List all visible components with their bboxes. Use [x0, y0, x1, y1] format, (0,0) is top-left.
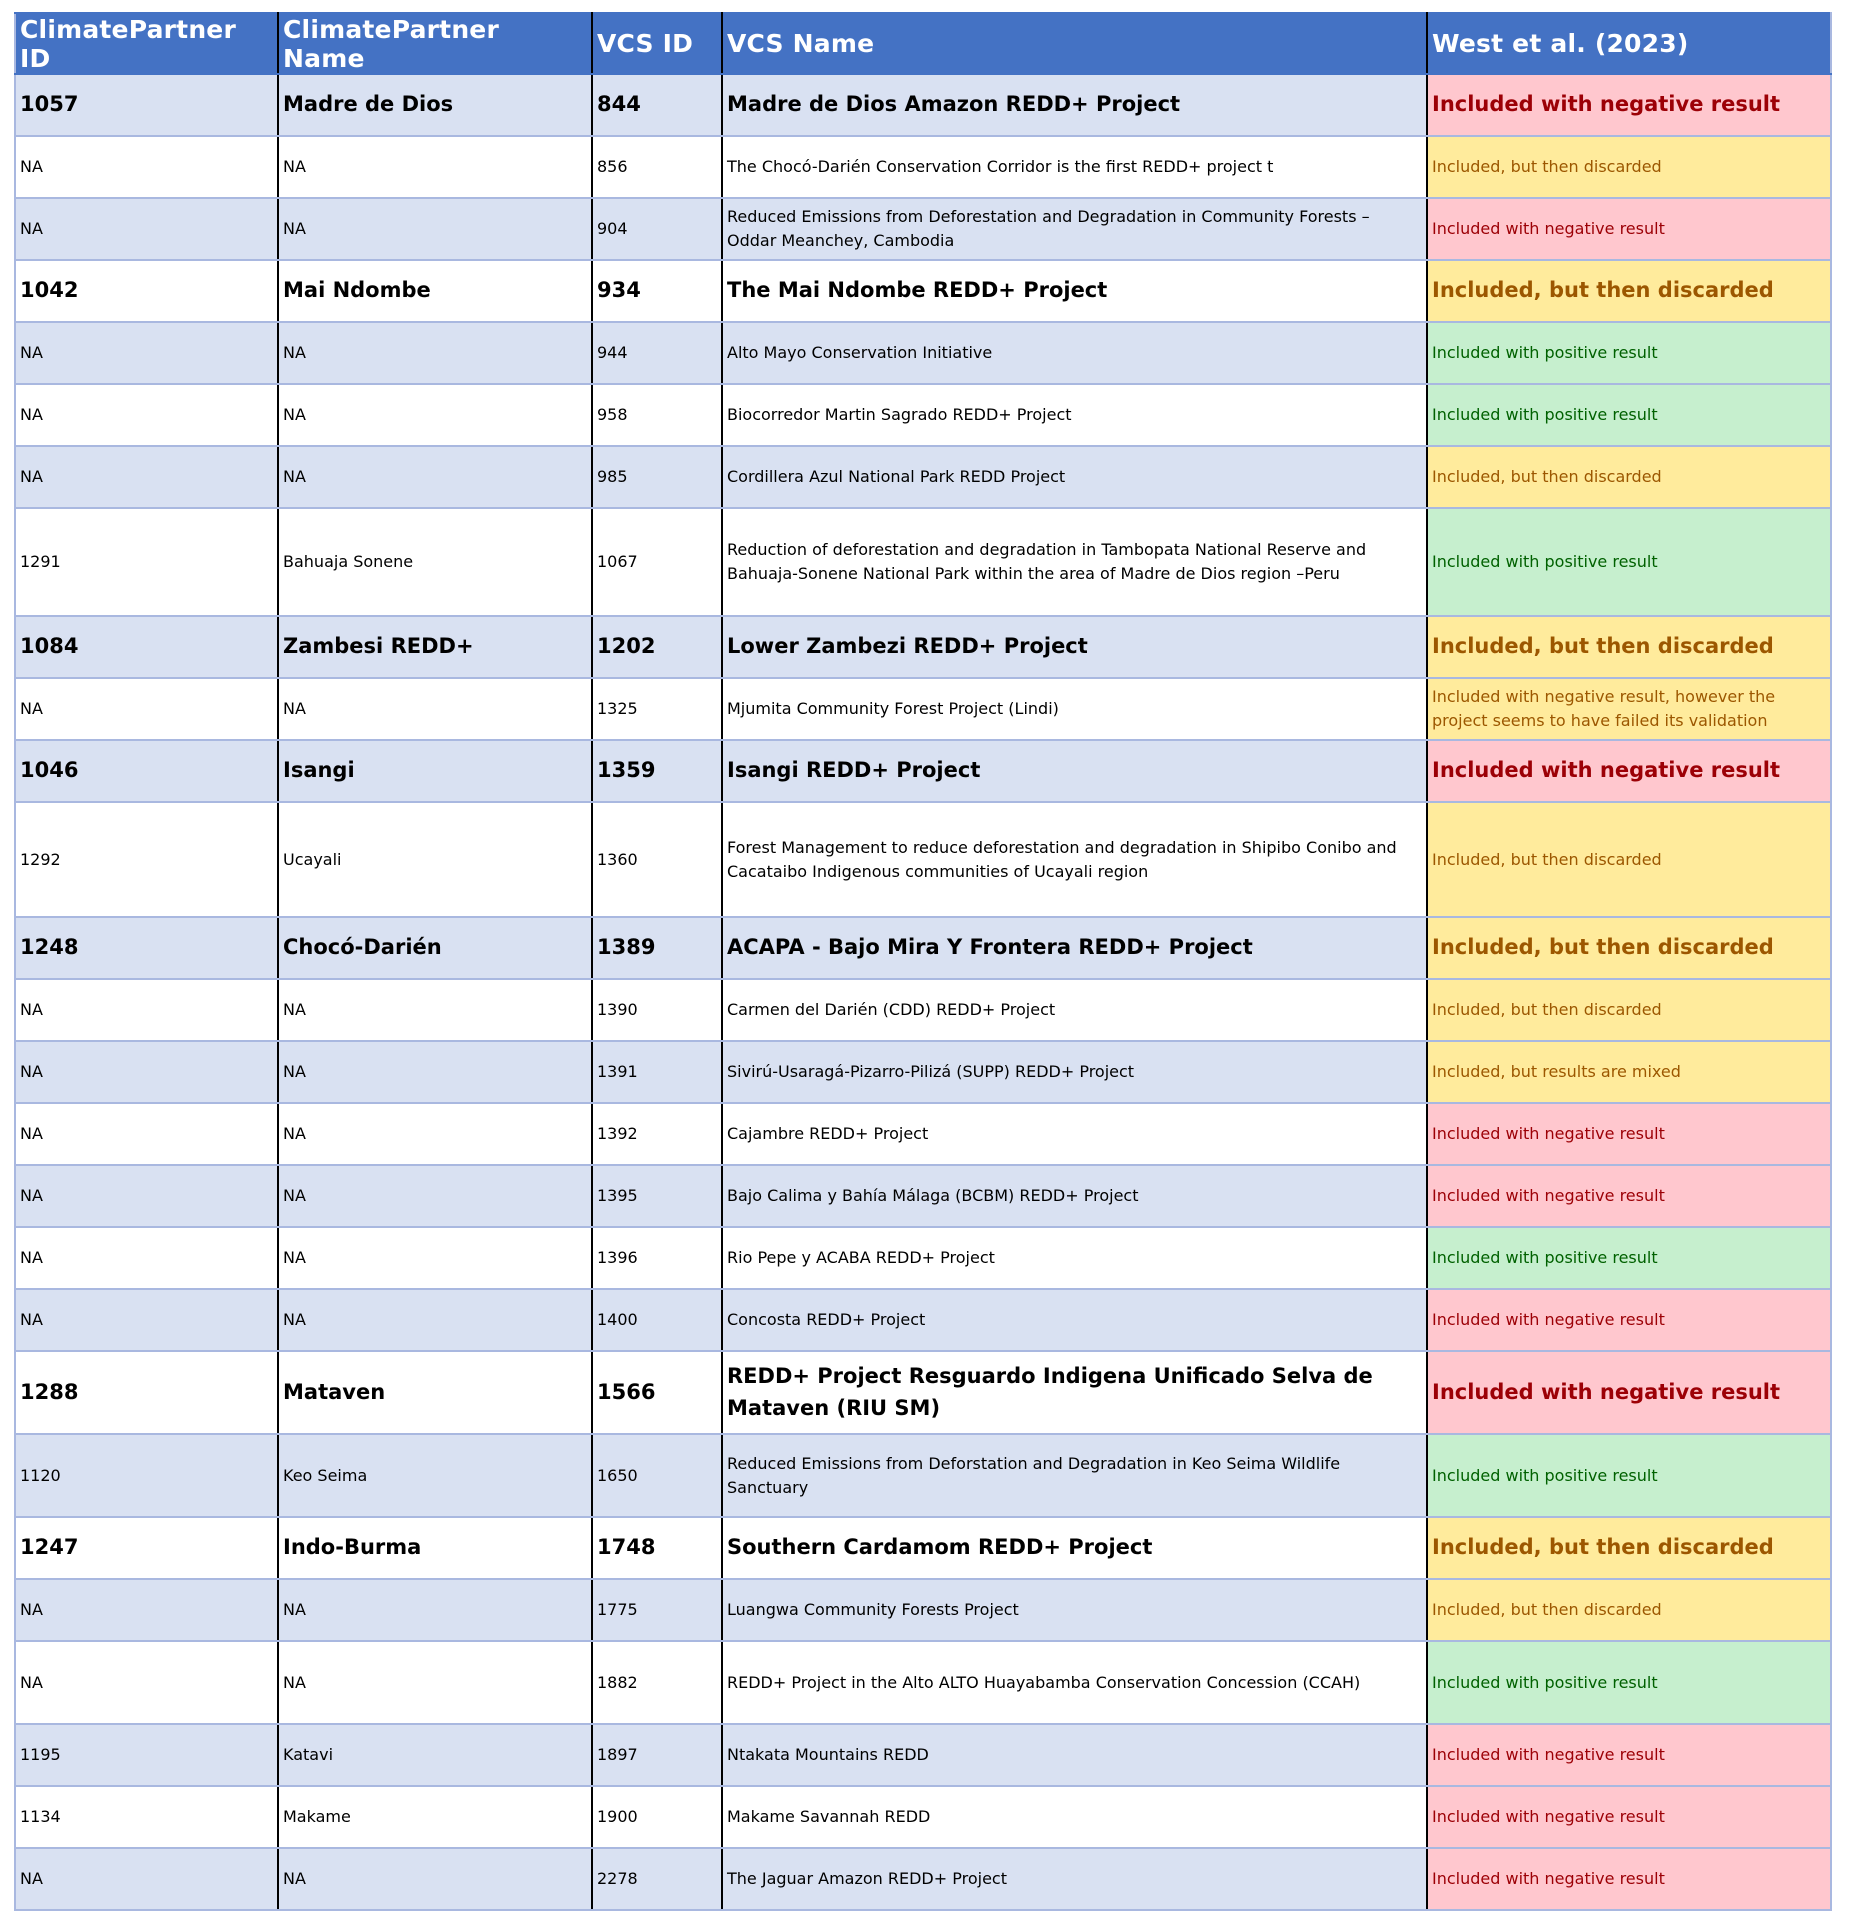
- cell-climatepartner-name: Madre de Dios: [278, 74, 592, 136]
- table-row: [15, 979, 1831, 1041]
- cell-west-result: Included with negative result, however the project seems to have failed its validation: [1427, 678, 1831, 740]
- cell-west-result: Included with negative result: [1427, 740, 1831, 802]
- cell-vcs-id: 958: [592, 384, 722, 446]
- cell-vcs-name: REDD+ Project in the Alto ALTO Huayabamba Conservation Concession (CCAH): [722, 1641, 1427, 1724]
- table-row: [15, 1227, 1831, 1289]
- table-row: [15, 802, 1831, 917]
- cell-climatepartner-id: NA: [15, 678, 278, 740]
- cell-climatepartner-id: NA: [15, 322, 278, 384]
- table-row: [15, 678, 1831, 740]
- table-row: [15, 1103, 1831, 1165]
- cell-climatepartner-name: NA: [278, 1641, 592, 1724]
- cell-west-result: Included, but then discarded: [1427, 1579, 1831, 1641]
- cell-vcs-name: Rio Pepe y ACABA REDD+ Project: [722, 1227, 1427, 1289]
- cell-vcs-id: 1359: [592, 740, 722, 802]
- cell-vcs-id: 1897: [592, 1724, 722, 1786]
- cell-climatepartner-name: NA: [278, 322, 592, 384]
- table-row: [15, 1724, 1831, 1786]
- cell-climatepartner-name: Makame: [278, 1786, 592, 1848]
- cell-climatepartner-name: Keo Seima: [278, 1434, 592, 1517]
- projects-table: [14, 12, 1832, 1911]
- cell-vcs-name: Concosta REDD+ Project: [722, 1289, 1427, 1351]
- cell-climatepartner-id: 1291: [15, 508, 278, 616]
- cell-climatepartner-name: Mai Ndombe: [278, 260, 592, 322]
- cell-climatepartner-name: NA: [278, 198, 592, 260]
- cell-climatepartner-name: Zambesi REDD+: [278, 616, 592, 678]
- cell-vcs-id: 1650: [592, 1434, 722, 1517]
- cell-vcs-id: 1400: [592, 1289, 722, 1351]
- header-row: [15, 13, 1831, 74]
- cell-climatepartner-name: Katavi: [278, 1724, 592, 1786]
- cell-west-result: Included with negative result: [1427, 74, 1831, 136]
- cell-west-result: Included with positive result: [1427, 1641, 1831, 1724]
- cell-west-result: Included, but then discarded: [1427, 616, 1831, 678]
- cell-climatepartner-name: NA: [278, 678, 592, 740]
- cell-west-result: Included with negative result: [1427, 198, 1831, 260]
- cell-west-result: Included with positive result: [1427, 1434, 1831, 1517]
- table-row: [15, 1579, 1831, 1641]
- cell-climatepartner-id: NA: [15, 1227, 278, 1289]
- cell-west-result: Included, but results are mixed: [1427, 1041, 1831, 1103]
- cell-climatepartner-id: 1248: [15, 917, 278, 979]
- table-row: [15, 508, 1831, 616]
- cell-climatepartner-name: NA: [278, 1103, 592, 1165]
- table-row: [15, 1165, 1831, 1227]
- cell-vcs-name: Makame Savannah REDD: [722, 1786, 1427, 1848]
- cell-vcs-name: Cajambre REDD+ Project: [722, 1103, 1427, 1165]
- table-row: [15, 384, 1831, 446]
- cell-climatepartner-name: NA: [278, 1289, 592, 1351]
- cell-vcs-name: Alto Mayo Conservation Initiative: [722, 322, 1427, 384]
- cell-climatepartner-id: NA: [15, 136, 278, 198]
- table-row: [15, 1041, 1831, 1103]
- cell-west-result: Included, but then discarded: [1427, 979, 1831, 1041]
- cell-vcs-id: 1202: [592, 616, 722, 678]
- cell-vcs-name: The Mai Ndombe REDD+ Project: [722, 260, 1427, 322]
- cell-climatepartner-id: NA: [15, 1289, 278, 1351]
- cell-climatepartner-name: Ucayali: [278, 802, 592, 917]
- cell-vcs-name: Southern Cardamom REDD+ Project: [722, 1517, 1427, 1579]
- cell-vcs-name: Bajo Calima y Bahía Málaga (BCBM) REDD+ Project: [722, 1165, 1427, 1227]
- table-body: [15, 74, 1831, 1910]
- cell-vcs-name: Biocorredor Martin Sagrado REDD+ Project: [722, 384, 1427, 446]
- cell-climatepartner-name: Indo-Burma: [278, 1517, 592, 1579]
- table-row: [15, 917, 1831, 979]
- cell-climatepartner-id: 1292: [15, 802, 278, 917]
- table-row: [15, 446, 1831, 508]
- cell-climatepartner-id: 1288: [15, 1351, 278, 1434]
- cell-vcs-id: 1391: [592, 1041, 722, 1103]
- cell-climatepartner-name: NA: [278, 1848, 592, 1910]
- cell-west-result: Included with positive result: [1427, 508, 1831, 616]
- cell-west-result: Included with positive result: [1427, 384, 1831, 446]
- table-row: [15, 322, 1831, 384]
- table-row: [15, 260, 1831, 322]
- cell-vcs-name: The Chocó-Darién Conservation Corridor is the first REDD+ project t: [722, 136, 1427, 198]
- cell-climatepartner-id: 1134: [15, 1786, 278, 1848]
- cell-climatepartner-id: NA: [15, 979, 278, 1041]
- cell-climatepartner-name: NA: [278, 1165, 592, 1227]
- cell-climatepartner-name: NA: [278, 136, 592, 198]
- cell-climatepartner-id: 1046: [15, 740, 278, 802]
- table-row: [15, 740, 1831, 802]
- cell-west-result: Included, but then discarded: [1427, 260, 1831, 322]
- cell-vcs-id: 1396: [592, 1227, 722, 1289]
- cell-climatepartner-id: 1195: [15, 1724, 278, 1786]
- cell-vcs-name: Carmen del Darién (CDD) REDD+ Project: [722, 979, 1427, 1041]
- header-vcs-name: VCS Name: [722, 13, 1427, 74]
- cell-vcs-id: 1748: [592, 1517, 722, 1579]
- table-row: [15, 616, 1831, 678]
- cell-climatepartner-name: Chocó-Darién: [278, 917, 592, 979]
- cell-climatepartner-id: NA: [15, 1041, 278, 1103]
- cell-climatepartner-name: NA: [278, 446, 592, 508]
- cell-vcs-id: 1325: [592, 678, 722, 740]
- cell-climatepartner-id: NA: [15, 1641, 278, 1724]
- header-climatepartner-id: ClimatePartner ID: [15, 13, 278, 74]
- cell-vcs-id: 985: [592, 446, 722, 508]
- cell-vcs-name: Isangi REDD+ Project: [722, 740, 1427, 802]
- cell-vcs-name: Mjumita Community Forest Project (Lindi): [722, 678, 1427, 740]
- cell-climatepartner-id: NA: [15, 1848, 278, 1910]
- cell-vcs-name: ACAPA - Bajo Mira Y Frontera REDD+ Project: [722, 917, 1427, 979]
- cell-climatepartner-id: NA: [15, 1579, 278, 1641]
- cell-climatepartner-name: NA: [278, 1227, 592, 1289]
- table-row: [15, 1434, 1831, 1517]
- cell-vcs-id: 1067: [592, 508, 722, 616]
- table-row: [15, 1351, 1831, 1434]
- cell-climatepartner-name: NA: [278, 1041, 592, 1103]
- cell-vcs-name: Reduced Emissions from Deforestation and Degradation in Community Forests – Oddar Meanchey, Cambodia: [722, 198, 1427, 260]
- cell-vcs-id: 844: [592, 74, 722, 136]
- cell-vcs-id: 1882: [592, 1641, 722, 1724]
- cell-vcs-name: The Jaguar Amazon REDD+ Project: [722, 1848, 1427, 1910]
- cell-climatepartner-name: NA: [278, 384, 592, 446]
- table-row: [15, 1641, 1831, 1724]
- cell-vcs-id: 1395: [592, 1165, 722, 1227]
- cell-vcs-name: Cordillera Azul National Park REDD Project: [722, 446, 1427, 508]
- cell-climatepartner-id: 1057: [15, 74, 278, 136]
- cell-vcs-id: 1900: [592, 1786, 722, 1848]
- cell-climatepartner-id: 1084: [15, 616, 278, 678]
- cell-vcs-name: REDD+ Project Resguardo Indigena Unificado Selva de Mataven (RIU SM): [722, 1351, 1427, 1434]
- table-row: [15, 1289, 1831, 1351]
- header-climatepartner-name: ClimatePartner Name: [278, 13, 592, 74]
- table-row: [15, 1517, 1831, 1579]
- cell-west-result: Included, but then discarded: [1427, 1517, 1831, 1579]
- cell-west-result: Included with negative result: [1427, 1786, 1831, 1848]
- header-vcs-id: VCS ID: [592, 13, 722, 74]
- cell-climatepartner-id: NA: [15, 384, 278, 446]
- cell-west-result: Included, but then discarded: [1427, 446, 1831, 508]
- cell-vcs-name: Luangwa Community Forests Project: [722, 1579, 1427, 1641]
- header-west-2023: West et al. (2023): [1427, 13, 1831, 74]
- cell-climatepartner-id: NA: [15, 446, 278, 508]
- cell-vcs-id: 944: [592, 322, 722, 384]
- cell-vcs-name: Lower Zambezi REDD+ Project: [722, 616, 1427, 678]
- cell-west-result: Included, but then discarded: [1427, 802, 1831, 917]
- table-row: [15, 74, 1831, 136]
- cell-climatepartner-name: Mataven: [278, 1351, 592, 1434]
- cell-vcs-name: Reduced Emissions from Deforstation and Degradation in Keo Seima Wildlife Sanctuary: [722, 1434, 1427, 1517]
- cell-west-result: Included, but then discarded: [1427, 136, 1831, 198]
- cell-vcs-id: 1389: [592, 917, 722, 979]
- table-row: [15, 1786, 1831, 1848]
- cell-climatepartner-id: NA: [15, 198, 278, 260]
- cell-west-result: Included with negative result: [1427, 1848, 1831, 1910]
- cell-west-result: Included, but then discarded: [1427, 917, 1831, 979]
- table-row: [15, 198, 1831, 260]
- cell-climatepartner-name: NA: [278, 979, 592, 1041]
- cell-vcs-id: 934: [592, 260, 722, 322]
- cell-vcs-id: 2278: [592, 1848, 722, 1910]
- cell-west-result: Included with negative result: [1427, 1289, 1831, 1351]
- table-row: [15, 1848, 1831, 1910]
- cell-climatepartner-id: 1042: [15, 260, 278, 322]
- table-row: [15, 136, 1831, 198]
- cell-vcs-id: 1392: [592, 1103, 722, 1165]
- cell-vcs-name: Sivirú-Usaragá-Pizarro-Pilizá (SUPP) REDD+ Project: [722, 1041, 1427, 1103]
- cell-vcs-name: Reduction of deforestation and degradation in Tambopata National Reserve and Bahuaja-Sonene National Park within the area of Madre de Dios region –Peru: [722, 508, 1427, 616]
- cell-climatepartner-id: NA: [15, 1103, 278, 1165]
- cell-climatepartner-id: NA: [15, 1165, 278, 1227]
- cell-west-result: Included with positive result: [1427, 322, 1831, 384]
- cell-west-result: Included with negative result: [1427, 1103, 1831, 1165]
- cell-vcs-id: 1566: [592, 1351, 722, 1434]
- cell-vcs-id: 1390: [592, 979, 722, 1041]
- cell-climatepartner-id: 1120: [15, 1434, 278, 1517]
- cell-climatepartner-name: Isangi: [278, 740, 592, 802]
- cell-vcs-id: 856: [592, 136, 722, 198]
- cell-west-result: Included with positive result: [1427, 1227, 1831, 1289]
- cell-west-result: Included with negative result: [1427, 1165, 1831, 1227]
- cell-climatepartner-name: NA: [278, 1579, 592, 1641]
- cell-vcs-id: 904: [592, 198, 722, 260]
- cell-vcs-id: 1360: [592, 802, 722, 917]
- cell-west-result: Included with negative result: [1427, 1724, 1831, 1786]
- cell-vcs-name: Forest Management to reduce deforestation and degradation in Shipibo Conibo and Cacataibo Indigenous communities of Ucayali region: [722, 802, 1427, 917]
- cell-vcs-name: Madre de Dios Amazon REDD+ Project: [722, 74, 1427, 136]
- cell-vcs-id: 1775: [592, 1579, 722, 1641]
- cell-west-result: Included with negative result: [1427, 1351, 1831, 1434]
- cell-climatepartner-id: 1247: [15, 1517, 278, 1579]
- cell-vcs-name: Ntakata Mountains REDD: [722, 1724, 1427, 1786]
- cell-climatepartner-name: Bahuaja Sonene: [278, 508, 592, 616]
